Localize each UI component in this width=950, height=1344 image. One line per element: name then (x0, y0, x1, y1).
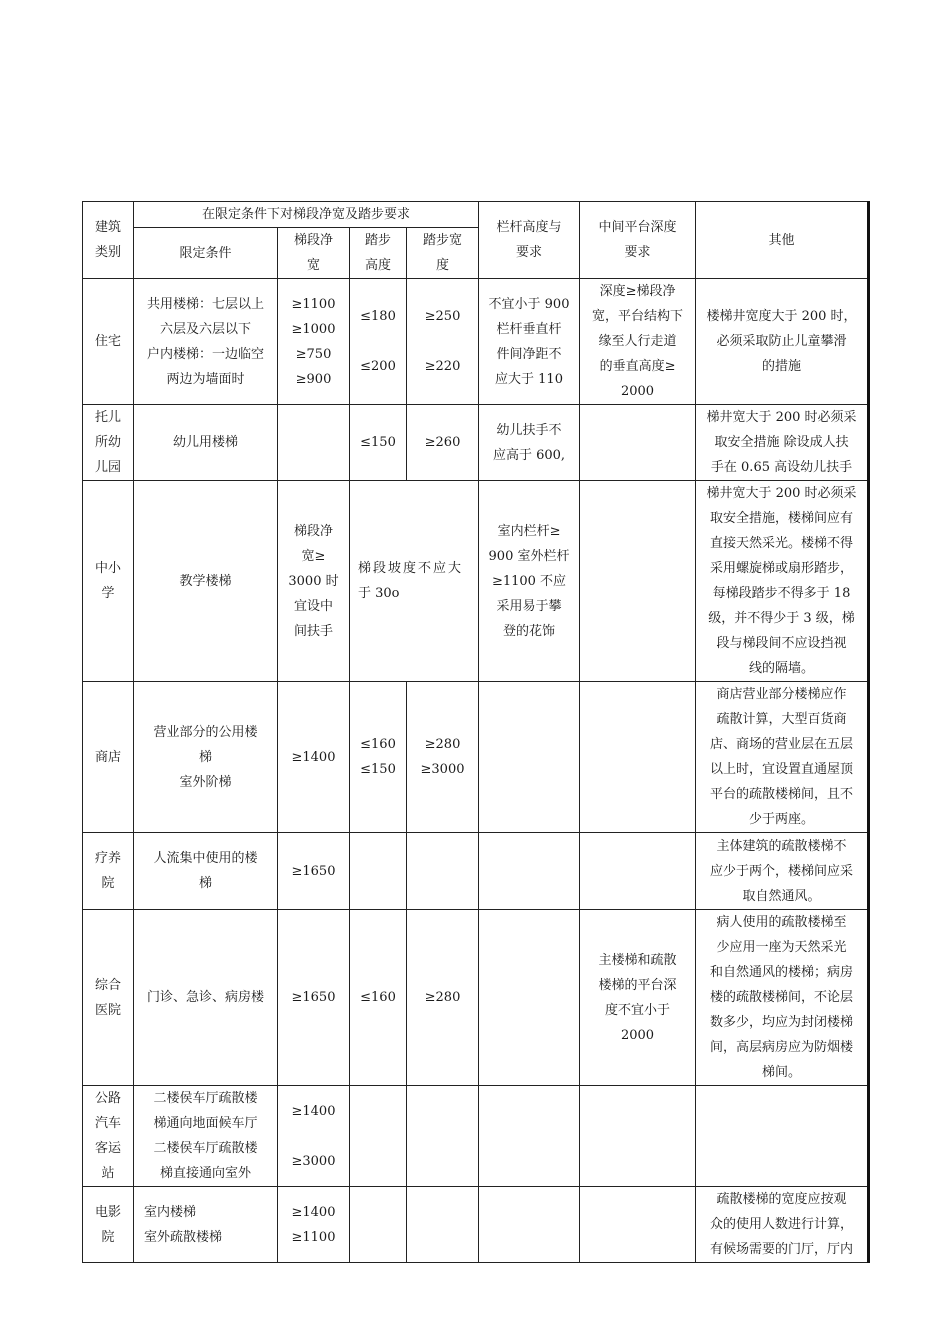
sanatorium-landing (580, 833, 696, 910)
school-condition: 教学楼梯 (134, 481, 278, 682)
header-riser: 踏步 高度 (350, 228, 407, 279)
header-tread: 踏步宽 度 (407, 228, 479, 279)
shop-riser: ≤160 ≤150 (350, 682, 407, 833)
kindergarten-landing (580, 405, 696, 481)
shop-railing (479, 682, 580, 833)
residential-condition: 共用楼梯：七层以上 六层及六层以下 户内楼梯：一边临空 两边为墙面时 (134, 279, 278, 405)
header-row-1 (83, 202, 869, 228)
shop-other: 商店营业部分楼梯应作 疏散计算，大型百货商 店、商场的营业层在五层 以上时，宜设置直通屋顶 平台的疏散楼梯间，且不 少于两座。 (696, 682, 869, 833)
bus-station-tread (407, 1086, 479, 1187)
bus-station-landing (580, 1086, 696, 1187)
shop-landing (580, 682, 696, 833)
bus-station-other (696, 1086, 869, 1187)
sanatorium-railing (479, 833, 580, 910)
row-hospital (83, 910, 869, 1086)
residential-landing: 深度≥梯段净 宽，平台结构下 缘至人行走道 的垂直高度≥ 2000 (580, 279, 696, 405)
school-railing: 室内栏杆≥ 900 室外栏杆 ≥1100 不应 采用易于攀 登的花饰 (479, 481, 580, 682)
cinema-category: 电影 院 (83, 1187, 134, 1263)
row-sanatorium (83, 833, 869, 910)
header-group-title: 在限定条件下对梯段净宽及踏步要求 (134, 202, 479, 228)
hospital-railing (479, 910, 580, 1086)
kindergarten-condition: 幼儿用楼梯 (134, 405, 278, 481)
kindergarten-other: 梯井宽大于 200 时必须采 取安全措施 除设成人扶 手在 0.65 高设幼儿扶手 (696, 405, 869, 481)
kindergarten-railing: 幼儿扶手不 应高于 600, (479, 405, 580, 481)
row-kindergarten (83, 405, 869, 481)
kindergarten-riser: ≤150 (350, 405, 407, 481)
residential-railing: 不宜小于 900 栏杆垂直杆 件间净距不 应大于 110 (479, 279, 580, 405)
bus-station-condition: 二楼侯车厅疏散楼 梯通向地面候车厅 二楼侯车厅疏散楼 梯直接通向室外 (134, 1086, 278, 1187)
row-bus-station (83, 1086, 869, 1187)
shop-width: ≥1400 (278, 682, 350, 833)
header-other: 其他 (696, 202, 869, 279)
bus-station-riser (350, 1086, 407, 1187)
cinema-condition: 室内楼梯 室外疏散楼梯 (134, 1187, 278, 1263)
sanatorium-other: 主体建筑的疏散楼梯不 应少于两个，楼梯间应采 取自然通风。 (696, 833, 869, 910)
cinema-riser (350, 1187, 407, 1263)
school-landing (580, 481, 696, 682)
shop-tread: ≥280 ≥3000 (407, 682, 479, 833)
residential-width: ≥1100 ≥1000 ≥750 ≥900 (278, 279, 350, 405)
residential-riser: ≤180 ≤200 (350, 279, 407, 405)
bus-station-category: 公路 汽车 客运 站 (83, 1086, 134, 1187)
hospital-category: 综合 医院 (83, 910, 134, 1086)
shop-condition: 营业部分的公用楼 梯 室外阶梯 (134, 682, 278, 833)
sanatorium-condition: 人流集中使用的楼 梯 (134, 833, 278, 910)
cinema-other: 疏散楼梯的宽度应按观 众的使用人数进行计算， 有候场需要的门厅，厅内 (696, 1187, 869, 1263)
shop-category: 商店 (83, 682, 134, 833)
school-slope: 梯段坡度不应大 于 30o (350, 481, 479, 682)
sanatorium-category: 疗养 院 (83, 833, 134, 910)
sanatorium-tread (407, 833, 479, 910)
header-category: 建筑 类别 (83, 202, 134, 279)
row-school (83, 481, 869, 682)
header-condition: 限定条件 (134, 228, 278, 279)
header-railing: 栏杆高度与 要求 (479, 202, 580, 279)
row-shop (83, 682, 869, 833)
residential-other: 楼梯井宽度大于 200 时， 必须采取防止儿童攀滑 的措施 (696, 279, 869, 405)
school-category: 中小 学 (83, 481, 134, 682)
sanatorium-width: ≥1650 (278, 833, 350, 910)
hospital-width: ≥1650 (278, 910, 350, 1086)
kindergarten-width (278, 405, 350, 481)
bus-station-width: ≥1400 ≥3000 (278, 1086, 350, 1187)
bus-station-railing (479, 1086, 580, 1187)
row-residential (83, 279, 869, 405)
kindergarten-tread: ≥260 (407, 405, 479, 481)
kindergarten-category: 托儿 所幼 儿园 (83, 405, 134, 481)
cinema-width: ≥1400 ≥1100 (278, 1187, 350, 1263)
hospital-condition: 门诊、急诊、病房楼 (134, 910, 278, 1086)
header-width: 梯段净 宽 (278, 228, 350, 279)
stair-requirements-table (82, 201, 870, 1263)
cinema-railing (479, 1187, 580, 1263)
residential-category: 住宅 (83, 279, 134, 405)
hospital-landing: 主楼梯和疏散 楼梯的平台深 度不宜小于 2000 (580, 910, 696, 1086)
residential-tread: ≥250 ≥220 (407, 279, 479, 405)
header-landing: 中间平台深度 要求 (580, 202, 696, 279)
school-other: 梯井宽大于 200 时必须采 取安全措施，楼梯间应有 直接天然采光。楼梯不得 采用螺旋梯或扇形踏步， 每梯段踏步不得多于 18 级，并不得少于 3 级，梯 段与梯段间不应设挡视 线的隔墙。 (696, 481, 869, 682)
cinema-landing (580, 1187, 696, 1263)
hospital-other: 病人使用的疏散楼梯至 少应用一座为天然采光 和自然通风的楼梯；病房 楼的疏散楼梯间，不论层 数多少，均应为封闭楼梯 间，高层病房应为防烟楼 梯间。 (696, 910, 869, 1086)
row-cinema (83, 1187, 869, 1263)
sanatorium-riser (350, 833, 407, 910)
school-width: 梯段净 宽≥ 3000 时 宜设中 间扶手 (278, 481, 350, 682)
hospital-riser: ≤160 (350, 910, 407, 1086)
hospital-tread: ≥280 (407, 910, 479, 1086)
cinema-tread (407, 1187, 479, 1263)
